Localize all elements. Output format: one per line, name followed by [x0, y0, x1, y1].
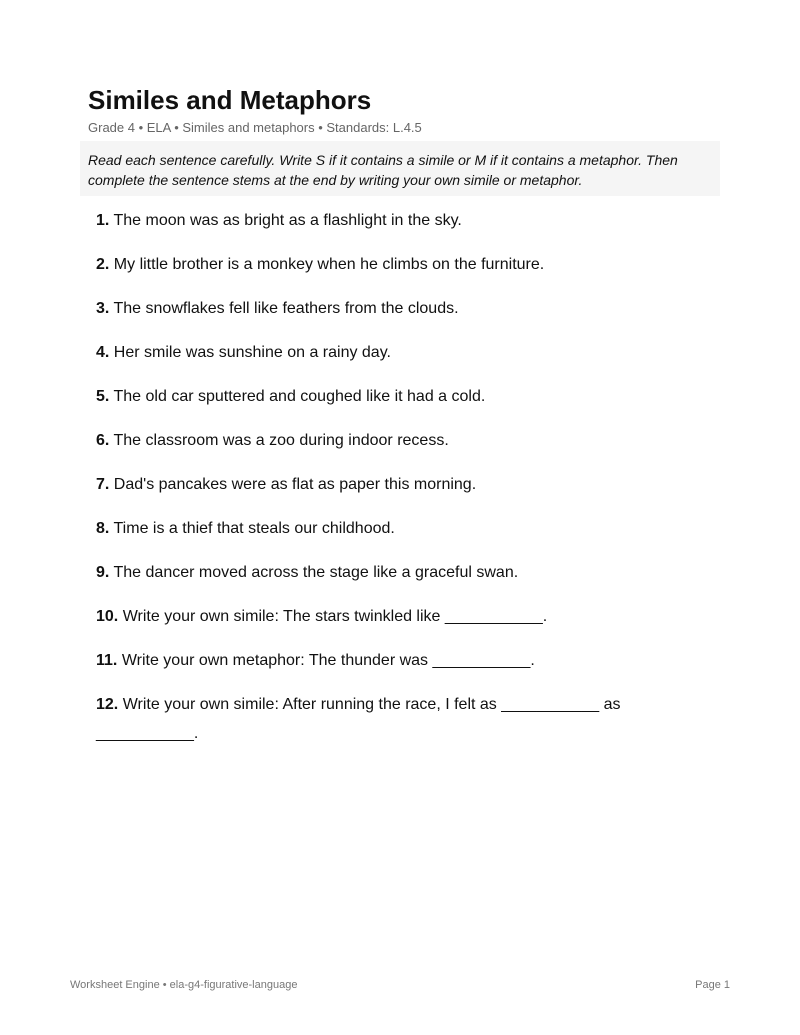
question-number: 12. [96, 696, 119, 713]
question-number: 9. [96, 564, 110, 581]
question-text: Write your own simile: After running the race, I felt as ___________ as ___________. [96, 696, 621, 742]
worksheet-subtitle: Grade 4 • ELA • Similes and metaphors • Standards: L.4.5 [88, 120, 422, 135]
question-5 [96, 382, 656, 411]
instructions-box: Read each sentence carefully. Write S if it contains a simile or M if it contains a metaphor. Then complete the sentence stems at the end by writing your own simile or metaphor. [80, 141, 720, 196]
question-10 [96, 602, 656, 631]
question-text: The moon was as bright as a flashlight in the sky. [113, 212, 462, 229]
question-text: The dancer moved across the stage like a graceful swan. [113, 564, 519, 581]
question-number: 7. [96, 476, 110, 493]
question-8 [96, 514, 656, 543]
question-number: 8. [96, 520, 110, 537]
question-text: Time is a thief that steals our childhood. [113, 520, 395, 537]
question-number: 6. [96, 432, 110, 449]
question-list [96, 206, 656, 763]
question-text: The snowflakes fell like feathers from the clouds. [113, 300, 459, 317]
question-number: 1. [96, 212, 110, 229]
page-title: Similes and Metaphors [88, 85, 372, 115]
question-number: 5. [96, 388, 110, 405]
question-number: 10. [96, 608, 119, 625]
question-7 [96, 470, 656, 499]
question-text: The classroom was a zoo during indoor recess. [113, 432, 449, 449]
question-text: My little brother is a monkey when he climbs on the furniture. [113, 256, 545, 273]
question-12 [96, 690, 641, 748]
footer-source: Worksheet Engine • ela-g4-figurative-language [70, 979, 298, 991]
question-11 [96, 646, 656, 675]
question-1 [96, 206, 656, 235]
question-text: Her smile was sunshine on a rainy day. [113, 344, 391, 361]
question-number: 2. [96, 256, 110, 273]
question-number: 3. [96, 300, 110, 317]
footer-page-number: Page 1 [695, 979, 730, 991]
question-text: Write your own simile: The stars twinkled like ___________. [122, 608, 548, 625]
question-2 [96, 250, 656, 279]
question-number: 4. [96, 344, 110, 361]
question-6 [96, 426, 656, 455]
question-4 [96, 338, 656, 367]
question-9 [96, 558, 656, 587]
question-number: 11. [96, 652, 118, 669]
question-text: The old car sputtered and coughed like it had a cold. [113, 388, 486, 405]
question-3 [96, 294, 656, 323]
question-text: Dad's pancakes were as flat as paper this morning. [113, 476, 477, 493]
question-text: Write your own metaphor: The thunder was ___________. [121, 652, 535, 669]
